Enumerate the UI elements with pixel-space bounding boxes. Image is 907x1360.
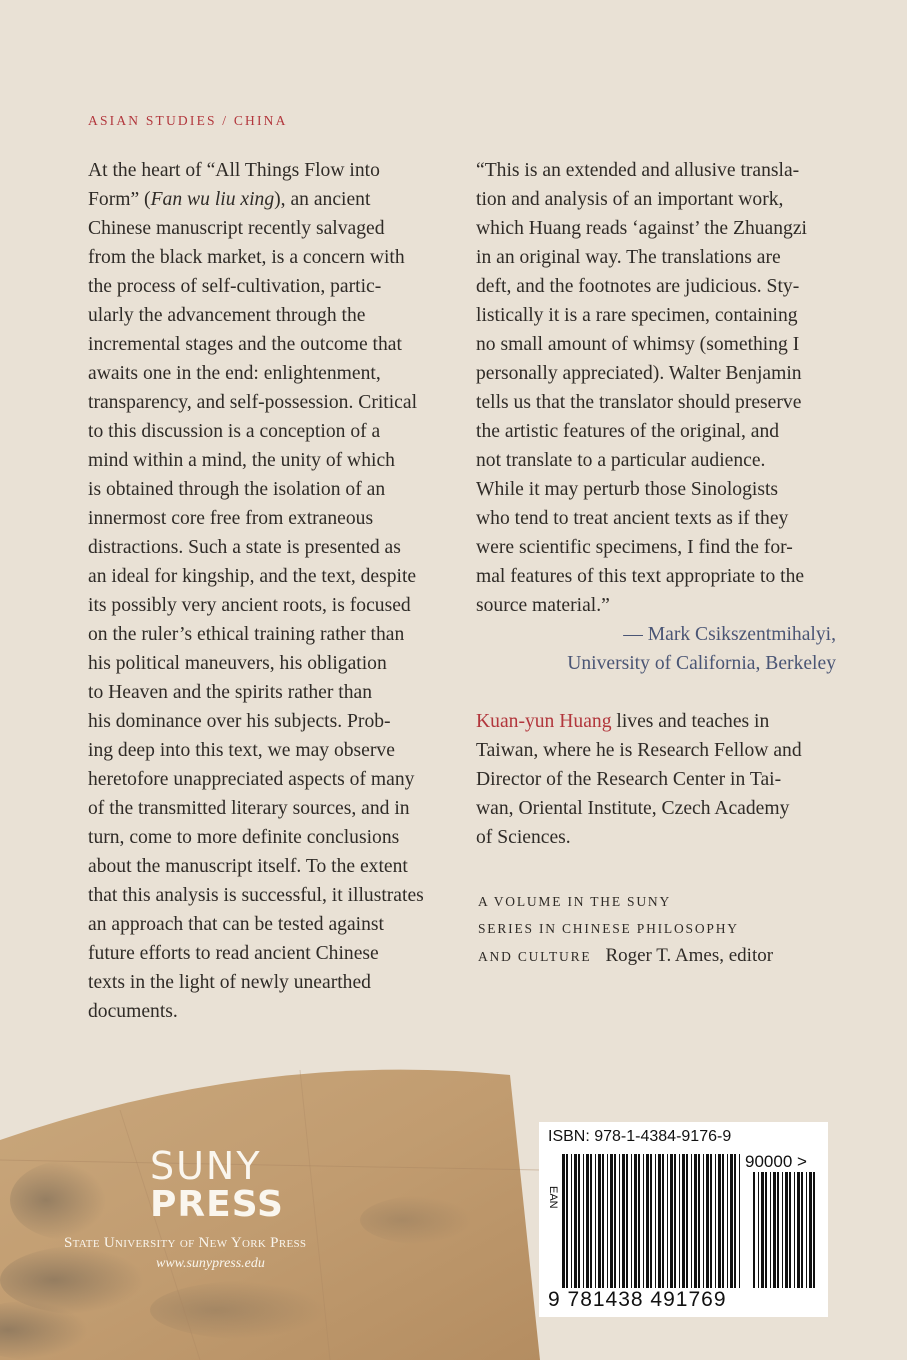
barcode-bar [765,1172,767,1288]
logo-press: PRESS [150,1184,284,1225]
barcode-bar [722,1154,724,1288]
description-line: about the manuscript itself. To the extent [88,856,408,877]
barcode-bar [730,1154,733,1288]
description-line: Form” (Fan wu liu xing), an ancient [88,189,371,210]
review-line: which Huang reads ‘against’ the Zhuangzi [476,218,807,239]
barcode-bar [797,1172,800,1288]
review-quote [476,156,836,620]
barcode-bar [619,1154,620,1288]
barcode-bar [583,1154,584,1288]
suny-press-logo [150,1144,284,1225]
review-line: who tend to treat ancient texts as if they [476,508,789,529]
description-line: his political maneuvers, his obligation [88,653,387,674]
review-line: tion and analysis of an important work, [476,189,784,210]
barcode-bar [785,1172,788,1288]
barcode-bar [586,1154,589,1288]
barcode-bar [658,1154,661,1288]
barcode-bar [703,1154,704,1288]
barcode-bar [638,1154,640,1288]
author-bio-first: lives and teaches in [611,711,770,732]
description-line: the process of self-cultivation, partic- [88,276,382,297]
description-line: of the transmitted literary sources, and in [88,798,410,819]
barcode-bar [622,1154,625,1288]
barcode-bar [809,1172,812,1288]
barcode-bar [801,1172,803,1288]
review-line: listically it is a rare specimen, containing [476,305,798,326]
barcode-bar [598,1154,601,1288]
review-line: the artistic features of the original, and [476,421,780,442]
barcode-bar [562,1154,565,1288]
review-column [476,156,836,852]
barcode-bar [614,1154,616,1288]
barcode-bar [794,1172,795,1288]
author-bio-line: of Sciences. [476,827,571,848]
barcode-bar [607,1154,608,1288]
description-line: mind within a mind, the unity of which [88,450,395,471]
description-line: on the ruler’s ethical training rather than [88,624,405,645]
barcode-bar [634,1154,637,1288]
review-line: not translate to a particular audience. [476,450,766,471]
barcode-bar [813,1172,815,1288]
barcode-bar [670,1154,673,1288]
ean-label: EAN [547,1186,559,1209]
barcode-digits: 9 781438 491769 [548,1288,727,1311]
description-line: that this analysis is successful, it illustrates [88,885,424,906]
barcode-addon-bars [753,1172,817,1288]
description-line: heretofore unappreciated aspects of many [88,769,415,790]
barcode-bar [643,1154,644,1288]
barcode-bar [718,1154,721,1288]
barcode-bar [662,1154,664,1288]
review-line: in an original way. The translations are [476,247,781,268]
description-line: incremental stages and the outcome that [88,334,402,355]
isbn-barcode [539,1122,828,1317]
barcode-bar [571,1154,572,1288]
publisher-url: www.sunypress.edu [156,1256,265,1271]
barcode-bar [626,1154,628,1288]
description-line: its possibly very ancient roots, is focused [88,595,411,616]
barcode-bar [674,1154,676,1288]
description-line: from the black market, is a concern with [88,247,405,268]
isbn-text: ISBN: 978-1-4384-9176-9 [548,1128,732,1145]
barcode-bar [679,1154,680,1288]
barcode-bar [691,1154,692,1288]
description-line: is obtained through the isolation of an [88,479,386,500]
barcode-bar [706,1154,709,1288]
barcode-bar [789,1172,791,1288]
barcode-bar [761,1172,764,1288]
barcode-bar [595,1154,596,1288]
series-line-2: SERIES IN CHINESE PHILOSOPHY [478,921,739,936]
barcode-addon-number: 90000 > [745,1152,807,1171]
barcode-bar [773,1172,776,1288]
review-line: While it may perturb those Sinologists [476,479,779,500]
barcode-bar [590,1154,592,1288]
barcode-bar [667,1154,668,1288]
description-line: distractions. Such a state is presented as [88,537,401,558]
barcode-bar [782,1172,783,1288]
barcode-bar [710,1154,712,1288]
series-editor: Roger T. Ames, editor [605,945,774,966]
description-line: texts in the light of newly unearthed [88,972,371,993]
manuscript-title: Fan wu liu xing [150,189,275,210]
author-bio-line: Director of the Research Center in Tai- [476,769,782,790]
review-line: deft, and the footnotes are judicious. Sty- [476,276,800,297]
barcode-bar [682,1154,685,1288]
description-line: to this discussion is a conception of a [88,421,381,442]
barcode-bar [631,1154,632,1288]
barcode-bar [698,1154,700,1288]
barcode-bar [566,1154,568,1288]
barcode-bar [655,1154,656,1288]
review-line: were scientific specimens, I find the for- [476,537,793,558]
barcode-bar [739,1154,740,1288]
barcode-bar [770,1172,771,1288]
description-line: transparency, and self-possession. Critical [88,392,418,413]
barcode-bar [806,1172,807,1288]
description-line: documents. [88,1001,178,1022]
author-bio-line: wan, Oriental Institute, Czech Academy [476,798,790,819]
review-line: tells us that the translator should preserve [476,392,802,413]
description-line: At the heart of “All Things Flow into [88,160,380,181]
barcode-bar [734,1154,736,1288]
logo-suny: SUNY [150,1144,262,1188]
review-attribution-affiliation: University of California, Berkeley [567,653,836,674]
description-line: awaits one in the end: enlightenment, [88,363,381,384]
barcode-bar [650,1154,652,1288]
review-line: mal features of this text appropriate to the [476,566,805,587]
publisher-full-name: State University of New York Press [64,1235,307,1251]
description-line: future efforts to read ancient Chinese [88,943,379,964]
barcode-bar [610,1154,613,1288]
series-line-3: AND CULTURE [478,949,592,964]
review-line: source material.” [476,595,610,616]
review-line: personally appreciated). Walter Benjamin [476,363,802,384]
description-line: turn, come to more definite conclusions [88,827,400,848]
description-line: Chinese manuscript recently salvaged [88,218,385,239]
review-line: no small amount of whimsy (something I [476,334,800,355]
barcode-bar [715,1154,716,1288]
description-line: ing deep into this text, we may observe [88,740,395,761]
category-label: ASIAN STUDIES / CHINA [88,113,288,128]
book-description [88,156,448,1026]
description-line: to Heaven and the spirits rather than [88,682,373,703]
description-line: an approach that can be tested against [88,914,384,935]
barcode-bars [562,1154,742,1288]
barcode-bar [777,1172,779,1288]
author-bio [476,707,836,852]
barcode-bar [646,1154,649,1288]
barcode-bar [758,1172,759,1288]
barcode-bar [578,1154,580,1288]
review-line: “This is an extended and allusive transla- [476,160,800,181]
description-line: an ideal for kingship, and the text, despite [88,566,417,587]
description-line: innermost core free from extraneous [88,508,374,529]
barcode-bar [753,1172,755,1288]
review-attribution-name: — Mark Csikszentmihalyi, [623,624,836,645]
barcode-bar [694,1154,697,1288]
series-line-1: A VOLUME IN THE SUNY [478,894,672,909]
description-line: his dominance over his subjects. Prob- [88,711,391,732]
series-note [478,888,773,969]
description-line: ularly the advancement through the [88,305,366,326]
barcode-bar [602,1154,604,1288]
author-bio-line: Taiwan, where he is Research Fellow and [476,740,802,761]
barcode-bar [727,1154,728,1288]
author-name: Kuan-yun Huang [476,711,612,732]
barcode-bar [574,1154,577,1288]
barcode-bar [686,1154,688,1288]
